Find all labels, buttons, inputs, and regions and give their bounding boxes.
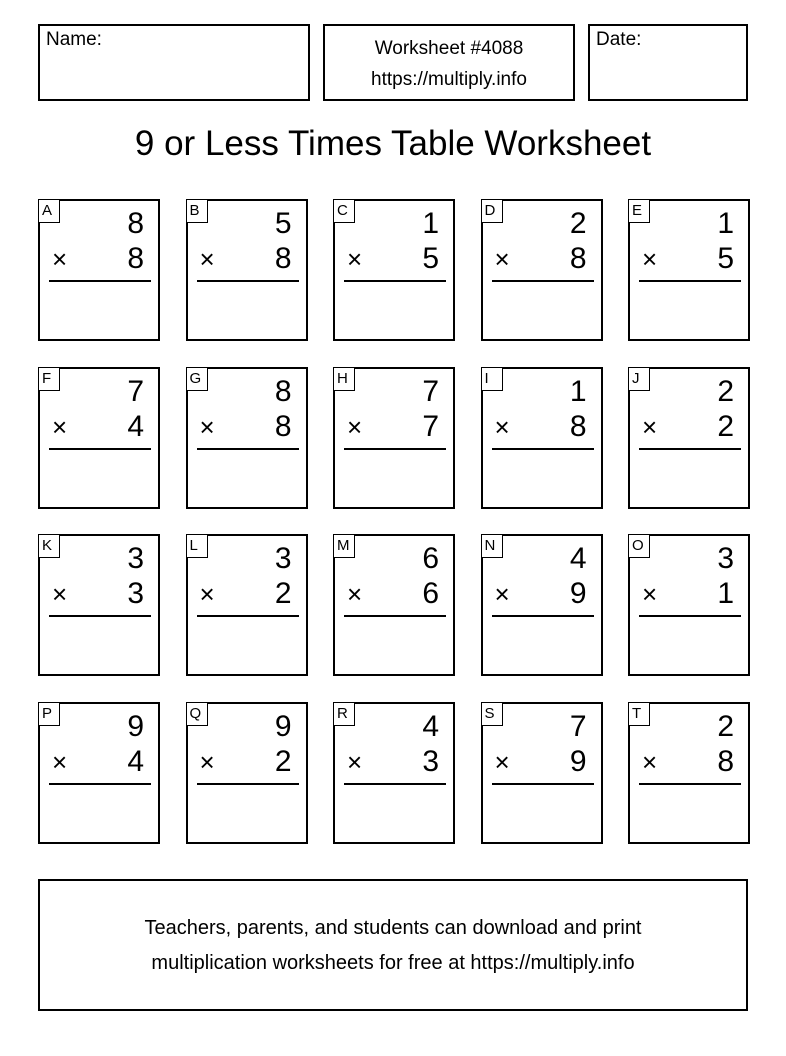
problem-letter: L (186, 534, 208, 558)
times-sign: × (199, 244, 215, 274)
times-sign: × (199, 411, 215, 442)
multiplier: 8 (274, 409, 292, 443)
problem-card[interactable] (38, 702, 160, 844)
problem-card[interactable] (186, 702, 308, 844)
times-sign: × (199, 579, 215, 609)
problem-card[interactable] (38, 534, 160, 676)
times-sign: × (642, 244, 658, 274)
problem-letter: A (38, 199, 60, 223)
problem-letter: F (38, 367, 60, 391)
problem-card[interactable] (186, 199, 308, 341)
worksheet-info-box (323, 24, 575, 101)
answer-line (639, 615, 741, 617)
multiplier: 8 (127, 242, 144, 275)
times-sign: × (347, 244, 363, 274)
multiplicand: 1 (422, 207, 439, 240)
answer-line (197, 615, 299, 617)
times-sign: × (52, 746, 68, 777)
multiplier: 3 (422, 744, 439, 778)
multiplicand: 2 (569, 207, 587, 240)
problem-card[interactable] (481, 367, 603, 509)
problem-letter: T (628, 702, 650, 726)
multiplicand: 7 (127, 374, 144, 408)
problem-letter: Q (186, 702, 208, 726)
multiplicand: 3 (127, 542, 144, 575)
problem-card[interactable] (628, 534, 750, 676)
answer-line (639, 783, 741, 785)
problem-card[interactable] (628, 199, 750, 341)
problem-card[interactable] (481, 534, 603, 676)
answer-line (344, 783, 446, 785)
problem-card[interactable] (333, 199, 455, 341)
answer-line (639, 448, 741, 450)
problem-card[interactable] (481, 199, 603, 341)
multiplier: 5 (422, 242, 439, 275)
multiplier: 8 (717, 744, 734, 778)
times-sign: × (494, 746, 510, 777)
times-sign: × (642, 411, 658, 442)
multiplicand: 5 (274, 207, 292, 240)
times-sign: × (494, 579, 510, 609)
problem-letter: D (481, 199, 503, 223)
multiplicand: 4 (422, 709, 439, 743)
answer-line (344, 615, 446, 617)
multiplier: 2 (274, 744, 292, 778)
problem-card[interactable] (481, 702, 603, 844)
times-sign: × (347, 579, 363, 609)
multiplier: 8 (569, 242, 587, 275)
multiplicand: 6 (422, 542, 439, 575)
multiplicand: 9 (274, 709, 292, 743)
problem-card[interactable] (628, 367, 750, 509)
footer-line-2: multiplication worksheets for free at https://multiply.info (151, 952, 635, 974)
times-sign: × (347, 411, 363, 442)
multiplier: 1 (717, 577, 734, 610)
answer-line (197, 280, 299, 282)
multiplicand: 2 (717, 374, 734, 408)
answer-line (492, 615, 594, 617)
answer-line (197, 448, 299, 450)
website-url: https://multiply.info (371, 69, 527, 90)
problem-letter: K (38, 534, 60, 558)
problem-letter: M (333, 534, 355, 558)
page-title: 9 or Less Times Table Worksheet (134, 124, 652, 163)
problem-letter: S (481, 702, 503, 726)
multiplier: 2 (717, 409, 734, 443)
problem-card[interactable] (333, 534, 455, 676)
answer-line (49, 615, 151, 617)
problem-letter: R (333, 702, 355, 726)
answer-line (344, 280, 446, 282)
answer-line (639, 280, 741, 282)
multiplicand: 4 (569, 542, 587, 575)
problem-letter: N (481, 534, 503, 558)
name-label: Name: (46, 29, 102, 50)
problem-card[interactable] (38, 199, 160, 341)
date-field-box[interactable] (588, 24, 748, 101)
answer-line (492, 448, 594, 450)
times-sign: × (642, 746, 658, 777)
multiplicand: 1 (717, 207, 734, 240)
problem-letter: O (628, 534, 650, 558)
problem-card[interactable] (333, 367, 455, 509)
problem-letter: B (186, 199, 208, 223)
date-label: Date: (596, 29, 642, 50)
multiplier: 3 (127, 577, 144, 610)
multiplicand: 9 (127, 709, 144, 743)
answer-line (492, 280, 594, 282)
multiplicand: 2 (717, 709, 734, 743)
problem-letter: I (481, 367, 503, 391)
answer-line (492, 783, 594, 785)
problem-card[interactable] (38, 367, 160, 509)
multiplier: 7 (422, 409, 439, 443)
multiplier: 5 (717, 242, 734, 275)
problem-card[interactable] (186, 534, 308, 676)
answer-line (344, 448, 446, 450)
multiplicand: 8 (127, 207, 144, 240)
times-sign: × (642, 579, 658, 609)
problem-card[interactable] (333, 702, 455, 844)
problem-card[interactable] (186, 367, 308, 509)
problem-letter: E (628, 199, 650, 223)
answer-line (49, 280, 151, 282)
multiplier: 9 (569, 577, 587, 610)
multiplier: 8 (274, 242, 292, 275)
footer-line-1: Teachers, parents, and students can download and print (144, 917, 642, 939)
multiplicand: 3 (274, 542, 292, 575)
multiplicand: 7 (569, 709, 587, 743)
multiplier: 8 (569, 409, 587, 443)
footer-note (38, 879, 748, 1011)
problem-card[interactable] (628, 702, 750, 844)
multiplier: 2 (274, 577, 292, 610)
answer-line (197, 783, 299, 785)
multiplicand: 1 (569, 374, 587, 408)
multiplicand: 7 (422, 374, 439, 408)
problem-letter: J (628, 367, 650, 391)
multiplicand: 3 (717, 542, 734, 575)
problem-grid (38, 199, 750, 844)
times-sign: × (52, 411, 68, 442)
multiplicand: 8 (274, 374, 292, 408)
worksheet-number: Worksheet #4088 (374, 38, 524, 59)
multiplier: 4 (127, 409, 144, 443)
multiplier: 9 (569, 744, 587, 778)
problem-letter: P (38, 702, 60, 726)
times-sign: × (347, 746, 363, 777)
problem-letter: H (333, 367, 355, 391)
times-sign: × (494, 244, 510, 274)
problem-letter: C (333, 199, 355, 223)
times-sign: × (52, 579, 68, 609)
times-sign: × (199, 746, 215, 777)
multiplier: 4 (127, 744, 144, 778)
times-sign: × (494, 411, 510, 442)
answer-line (49, 448, 151, 450)
name-field-box[interactable] (38, 24, 310, 101)
times-sign: × (52, 244, 68, 274)
problem-letter: G (186, 367, 208, 391)
answer-line (49, 783, 151, 785)
multiplier: 6 (422, 577, 439, 610)
